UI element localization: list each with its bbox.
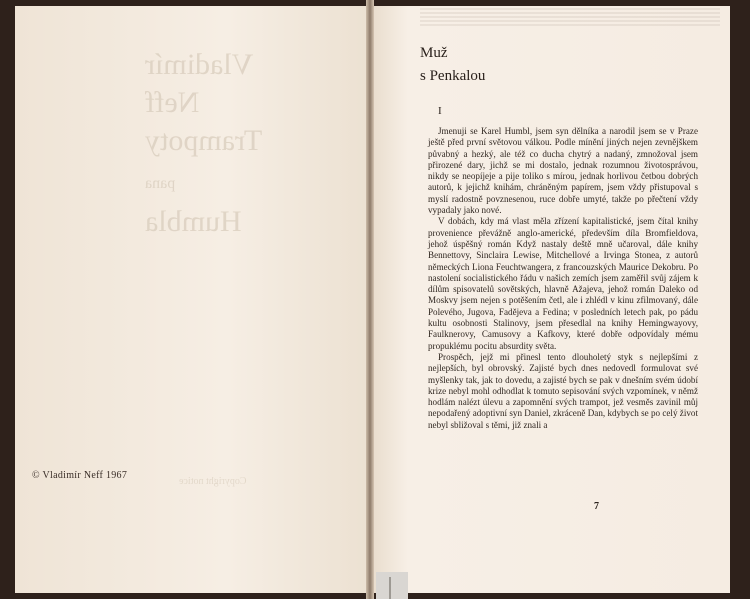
copyright-notice: © Vladimír Neff 1967 (32, 470, 128, 481)
bookmark-ribbon-fold (389, 577, 391, 599)
paragraph-1: Jmenuji se Karel Humbl, jsem syn dělníka a narodil jsem se v Praze ještě před první světovou válkou. Podle mínění jiných nejen zevnějškem půvabný a hezký, ale též co ducha chytrý a nadaný, zmnožoval jsem přirozené dary, jichž se mi dostalo, jednak rozumnou životosprávou, nikdy se neopíjeje a pije toliko s mírou, jednak horlivou četbou dobrých autorů, k jejichž knihám, chráněným papírem, jsem vždy přistupoval s myslí radostně povznesenou, ruce dobře umyté, takže po přečtení vždy vypadaly jako nové. (428, 126, 698, 216)
chapter-title-line1: Muž (420, 45, 448, 61)
bookmark-ribbon (376, 572, 408, 599)
paragraph-2: V dobách, kdy má vlast měla zřízení kapitalistické, jsem čítal knihy provenience převážně anglo-americké, především díla Bromfieldova, jehož úspěšný román Když nastaly deště mně učaroval, dále knihy Bennettovy, Sinclaira Lewise, Mitchellové a Irvinga Stonea, z autorů německých Liona Feuchtwangera, z francouzských Maurice Dekobru. Po nastolení socialistického řádu v našich zemích jsem zaměřil svůj zájem k dílům spisovatelů sovětských, hlavně Ažajeva, jehož román Daleko od Moskvy jsem nejen s potěšením četl, ale i zhlédl v kinu zfilmovaný, dále Polevého, Jugova, Fadějeva a Fedina; v posledních letech pak, po pádu kultu osobnosti Stalinovy, jsem přesedlal na knihy Hemingwayovy, Faulknerovy, Camusovy a Kafkovy, které dobře odpovídaly mému propuklému pocitu absurdity světa. (428, 216, 698, 351)
chapter-title-line2: s Penkalou (420, 68, 486, 84)
show-through-copyright: Copyright notice (179, 476, 247, 487)
left-page (15, 6, 367, 593)
chapter-title (420, 42, 485, 88)
chapter-number: I (438, 105, 442, 117)
body-text (428, 126, 698, 431)
paragraph-3: Prospěch, jejž mi přinesl tento dlouholetý styk s nejlepšími z nejlepších, byl obrovský. Zajisté bych dnes nedovedl formulovat své myšlenky tak, jak to dovedu, a zajisté bych se pak v dnešním svém údobí krize nebyl mohl odhodlat k tomuto sepisování svých vzpomínek, v němž hodlám nalézt úlevu a zapomnění svých trampot, jež vesměs zavinil můj nepodařený adoptivní syn Daniel, zkráceně Dan, kdybych se po celý život nebyl sbližoval s těmi, již znali a (428, 351, 698, 430)
page-number: 7 (594, 501, 599, 512)
show-through-top (420, 8, 720, 26)
show-through-text: Vladimír Neff Trampoty pana Humbla (145, 48, 263, 238)
book-gutter (366, 0, 374, 599)
